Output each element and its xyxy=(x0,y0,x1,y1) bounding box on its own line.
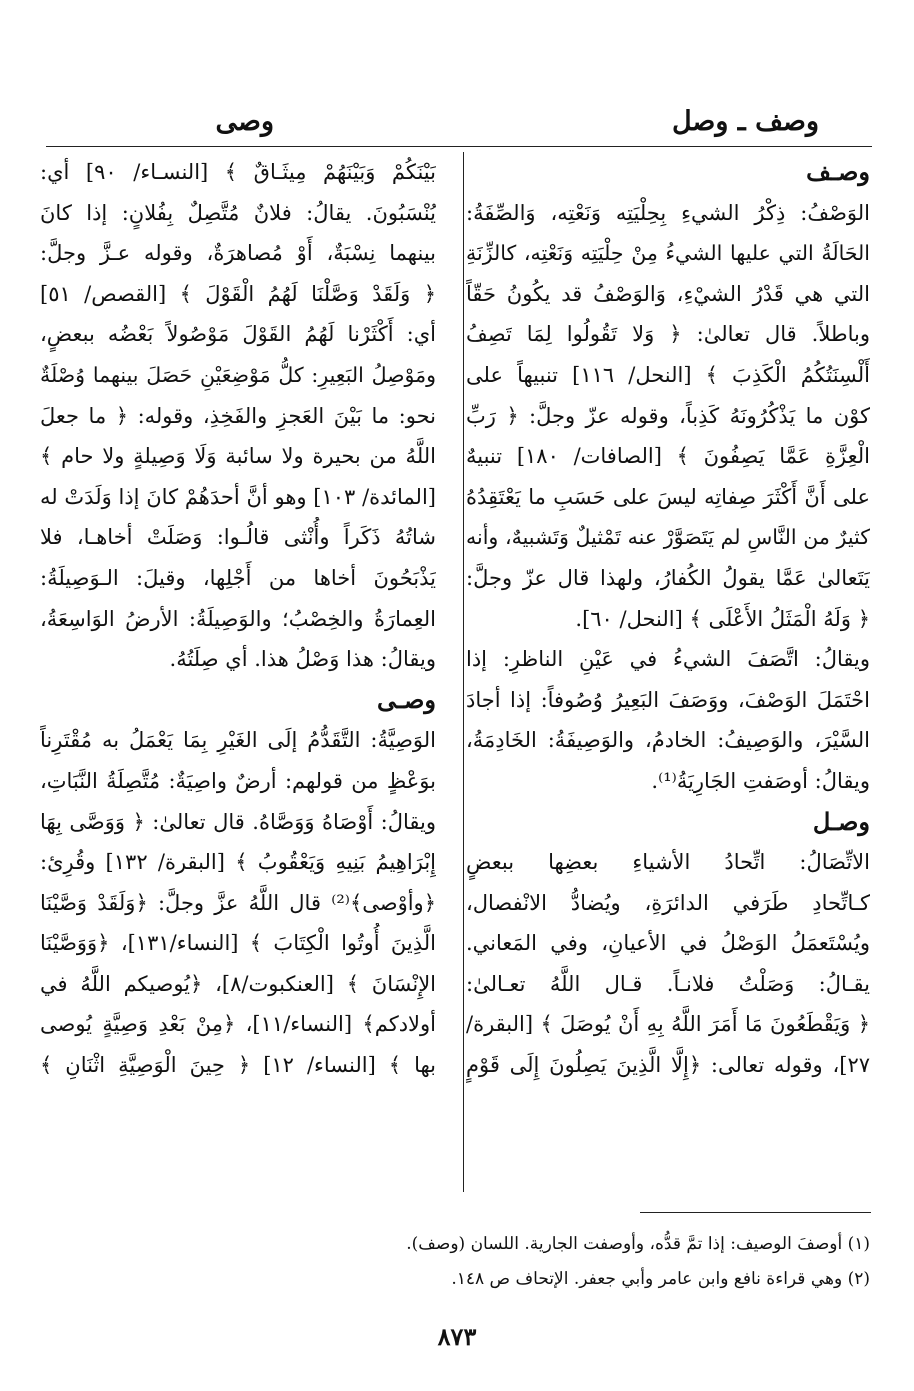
text-line: الَّذِينَ أُوتُوا الْكِتَابَ ﴾ [النساء/١٣١]، ﴿وَوَصَّيْنَا xyxy=(40,931,436,956)
text-line: ويُسْتَعمَلُ الوَصْلُ في الأعيانِ، وفي المَعاني. xyxy=(466,931,870,956)
text-line: السَّيْرَ، والوَصِيفُ: الخادمُ، والوَصِيفَةُ: الخَادِمَةُ، xyxy=(466,728,870,753)
text-line: الوَصِيَّةُ: التَّقَدُّمُ إلَى الغَيْرِ بِمَا يَعْمَلُ به مُقْتَرِناً xyxy=(40,728,436,753)
text-line: يَذْبَحُونَ أخاها من أَجْلِها، وقيلَ: الـوَصِيلَةُ: xyxy=(40,565,436,590)
text-line: يَتَعالىٰ عَمَّا يقولُ الكُفارُ، ولهذا قال عزّ وجلَّ: xyxy=(466,565,870,590)
running-head-left: وصى xyxy=(215,106,274,137)
text-line: الإِنْسَانَ ﴾ [العنكبوت/٨]، ﴿يُوصيكم اللَّهُ في xyxy=(40,971,436,996)
text-line: احْتَمَلَ الوَصْفَ، ووَصَفَ البَعِيرُ وُصُوفاً: إذا أجادَ xyxy=(466,687,870,712)
text-line: ﴿ وَيَقْطَعُونَ مَا أَمَرَ اللَّهُ بِهِ أَنْ يُوصَلَ ﴾ [البقرة/ xyxy=(466,1012,870,1037)
text-line: اللَّهُ من بحيرة ولا سائبة وَلَا وَصِيلةٍ ولا حام ﴾ xyxy=(40,444,436,469)
text-line: إِبْرَاهِيمُ بَنِيهِ وَيَعْقُوبُ ﴾ [البقرة/ ١٣٢] وقُرِئ: xyxy=(40,850,436,875)
text-line: يقـالُ: وَصَلْتُ فلانـاً. قـال اللَّهُ تعـالىٰ: xyxy=(466,971,870,996)
text-line: أي: أَكْثَرْنا لَهُمُ القَوْلَ مَوْصُولاً بَعْضُه ببعضٍ، xyxy=(40,322,436,347)
running-head-right: وصف ـ وصل xyxy=(671,106,819,137)
text-line: بوَعْظٍ من قولهم: أرضٌ واصِيَةٌ: مُتَّصِلَةُ النَّبَاتِ، xyxy=(40,768,436,793)
text-line: على أَنَّ أَكْثَرَ صِفاتِه ليسَ على حَسَبِ ما يَعْتَقِدُهُ xyxy=(466,484,870,509)
text-line: يُنْسَبُونَ. يقالُ: فلانٌ مُتَّصِلٌ بِفُلانٍ: إذا كانَ xyxy=(40,200,436,225)
text-line: ويقالُ: أَوْصَاهُ وَوَصَّاهُ. قال تعالىٰ: ﴿ وَوَصَّى بِهَا xyxy=(40,809,436,834)
entry-heading-wasf: وصـف xyxy=(806,157,870,186)
text-line: بها ﴾ [النساء/ ١٢] ﴿ حِينَ الْوَصِيَّةِ اثْنَانِ ﴾ xyxy=(40,1053,436,1078)
text-line: الوَصْفُ: ذِكْرُ الشيءِ بِحِلْيَتِه وَنَعْتِه، وَالصِّفَةُ: xyxy=(466,200,870,225)
entry-heading-wasa: وصـى xyxy=(376,684,436,714)
page-number: ٨٧٣ xyxy=(437,1322,477,1351)
text-line: الحَالَةُ التي عليها الشيءُ مِنْ حِلْيَتِه وَنَعْتِه، كالزِّنَةِ xyxy=(466,241,870,266)
text-line: العِمارَةُ والخِصْبُ؛ والوَصِيلَةُ: الأرضُ الوَاسِعَةُ، xyxy=(40,606,436,631)
left-column xyxy=(40,152,436,1086)
text-line: كثيرٌ من النَّاسِ لم يَتَصَوَّرْ عنه تَمْثيلٌ وَتَشبيهٌ، وأنه xyxy=(466,525,870,550)
text-line: [المائدة/ ١٠٣] وهو أنَّ أحدَهُمْ كانَ إذا وَلَدَتْ له xyxy=(40,484,436,509)
text-line: أَلْسِنَتُكُمُ الْكَذِبَ ﴾ [النحل/ ١١٦] تنبيهاً على xyxy=(466,362,870,387)
text-line: بينهما نِسْبَةٌ، أَوْ مُصاهرَةٌ، وقوله عـزَّ وجلَّ: xyxy=(40,241,436,266)
text-line: ويقالُ: هذا وَصْلُ هذا. أي صِلَتُهُ. xyxy=(169,647,436,672)
text-line: ﴿ وَلَقَدْ وَصَّلْنَا لَهُمُ الْقَوْلَ ﴾ [القصص/ ٥١] xyxy=(40,281,436,306)
text-line: وباطلاً. قال تعالىٰ: ﴿ وَلا تَقُولُوا لِمَا تَصِفُ xyxy=(466,322,870,347)
text-line: الْعِزَّةِ عَمَّا يَصِفُونَ ﴾ [الصافات/ ١٨٠] تنبيهٌ xyxy=(466,444,870,469)
footnotes xyxy=(44,1227,870,1297)
footnote-2: (٢) وهي قراءة نافع وابن عامر وأبي جعفر. الإتحاف ص ١٤٨. xyxy=(451,1269,870,1289)
footnote-rule xyxy=(640,1212,871,1213)
text-line: التي هي قَدْرُ الشيْءِ، وَالوَصْفُ قد يكُونُ حَقّاً xyxy=(466,281,870,306)
text-line: ويقالُ: أوصَفتِ الجَارِيَةُ⁽¹⁾. xyxy=(651,768,870,793)
text-line: كـاتِّحادِ طَرَفي الدائرَةِ، ويُضادُّ الانْفصال، xyxy=(466,890,870,915)
text-line: شاتُهُ ذَكَراً وأُنْثى قالُـوا: وَصَلَتْ أخاهـا، فلا xyxy=(40,525,436,550)
text-line: ﴿ وَلَهُ الْمَثَلُ الأَعْلَى ﴾ [النحل/ ٦٠]. xyxy=(575,606,870,631)
header-rule xyxy=(46,146,872,147)
text-line: ٢٧]، وقوله تعالى: ﴿إِلَّا الَّذِينَ يَصِلُونَ إِلَى قَوْمٍ xyxy=(466,1053,870,1078)
footnote-1: (١) أوصفَ الوصيف: إذا تمَّ قدُّه، وأوصفت الجارية. اللسان (وصف). xyxy=(406,1234,870,1254)
text-line: بَيْنَكُمْ وَبَيْنَهُمْ مِيثَـاقٌ ﴾ [النسـاء/ ٩٠] أي: xyxy=(40,160,436,184)
entry-heading-wasl: وصـل xyxy=(812,806,870,836)
text-line: أولادكم﴾ [النساء/١١]، ﴿مِنْ بَعْدِ وَصِيَّةٍ يُوصى xyxy=(40,1012,436,1037)
text-line: نحو: ما بَيْنَ العَجزِ والفَخِذِ، وقوله: ﴿ ما جعلَ xyxy=(40,403,436,428)
right-column xyxy=(466,152,870,1086)
column-divider xyxy=(463,152,464,1192)
text-line: الاتِّصَالُ: اتِّحادُ الأشياءِ بعضِها ببعضٍ xyxy=(466,850,870,875)
text-line: ﴿وأوْصى﴾⁽²⁾ قال اللَّهُ عزَّ وجلَّ: ﴿وَلَقَدْ وَصَّيْنَا xyxy=(40,890,436,915)
text-line: ويقالُ: اتَّصَفَ الشيءُ في عَيْنِ الناظرِ: إذا xyxy=(466,647,870,672)
text-line: ومَوْصِلُ البَعِيرِ: كلُّ مَوْضِعَيْنِ حَصَلَ بينهما وُصْلَةٌ xyxy=(40,362,436,387)
text-line: كوْن ما يَذْكُرُونَهُ كَذِباً، وقوله عزّ وجلَّ: ﴿ رَبِّ xyxy=(466,403,870,428)
